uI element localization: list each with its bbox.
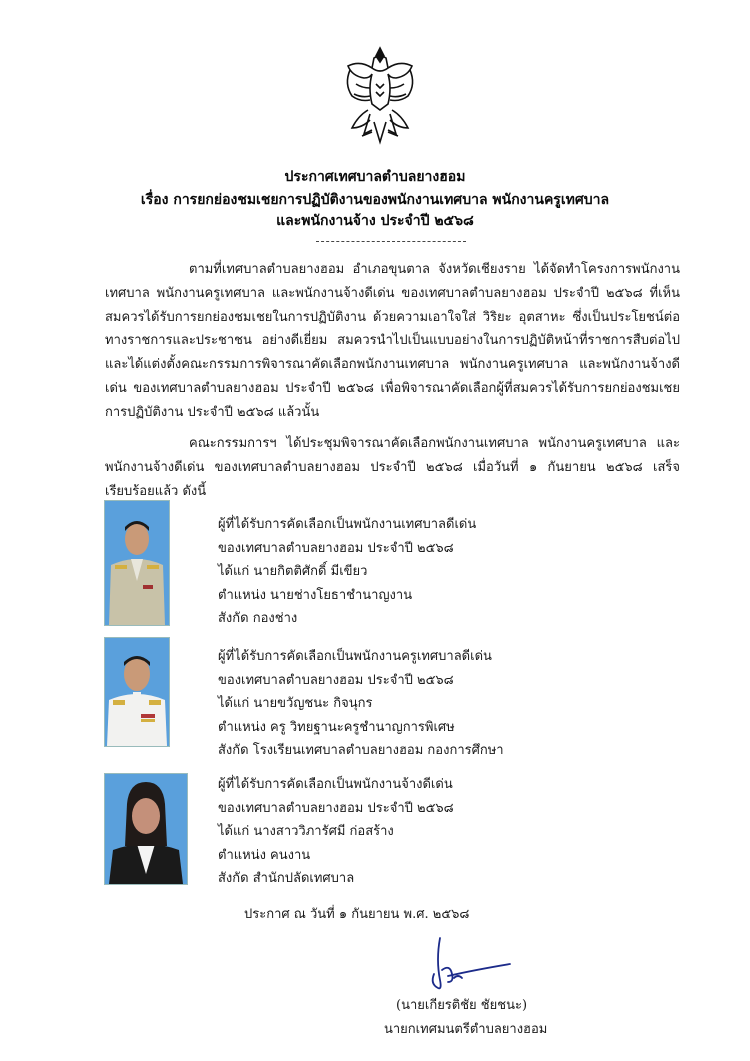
winner-1-position: ตำแหน่ง นายช่างโยธาชำนาญงาน bbox=[218, 587, 413, 603]
signer-name: (นายเกียรติชัย ชัยชนะ) bbox=[396, 998, 528, 1013]
winner-1-division: สังกัด กองช่าง bbox=[218, 611, 298, 626]
winner-2-name: ได้แก่ นายขวัญชนะ กิจนุกร bbox=[218, 696, 373, 711]
body-paragraph-2: คณะกรรมการฯ ได้ประชุมพิจารณาคัดเลือกพนักงานเทศบาล พนักงานครูเทศบาล และพนักงานจ้างดีเด่น ของเทศบาลตำบลยางฮอม ประจำปี ๒๕๖๘ เมื่อวันที่ ๑ กันยายน ๒๕๖๘ เสร็จเรียบร้อยแล้ว ดังนี้ bbox=[105, 436, 680, 499]
title-divider bbox=[316, 241, 466, 242]
announcement-subject-cont: และพนักงานจ้าง ประจำปี ๒๕๖๘ bbox=[276, 213, 474, 229]
winner-3-name: ได้แก่ นางสาววิภารัศมี ก่อสร้าง bbox=[218, 824, 394, 839]
winner-2-heading: ผู้ที่ได้รับการคัดเลือกเป็นพนักงานครูเทศบาลดีเด่น bbox=[218, 649, 492, 664]
announce-date: ประกาศ ณ วันที่ ๑ กันยายน พ.ศ. ๒๕๖๘ bbox=[244, 907, 470, 922]
signer-position: นายกเทศมนตรีตำบลยางฮอม bbox=[384, 1022, 548, 1037]
winner-3 bbox=[218, 773, 454, 891]
garuda-emblem-icon bbox=[340, 44, 420, 148]
winner-photo-2 bbox=[104, 637, 170, 747]
winner-2-position: ตำแหน่ง ครู วิทยฐานะครูชำนาญการพิเศษ bbox=[218, 719, 455, 735]
winner-1-org: ของเทศบาลตำบลยางฮอม ประจำปี ๒๕๖๘ bbox=[218, 540, 454, 556]
winner-1-heading: ผู้ที่ได้รับการคัดเลือกเป็นพนักงานเทศบาลดีเด่น bbox=[218, 517, 477, 532]
winner-photo-3 bbox=[104, 773, 188, 885]
announcement-subject: เรื่อง การยกย่องชมเชยการปฏิบัติงานของพนักงานเทศบาล พนักงานครูเทศบาล bbox=[140, 192, 610, 208]
body-paragraph-1: ตามที่เทศบาลตำบลยางฮอม อำเภอขุนตาล จังหวัดเชียงราย ได้จัดทำโครงการพนักงานเทศบาล พนักงานครูเทศบาล และพนักงานจ้างดีเด่น ของเทศบาลตำบลยางฮอม ประจำปี ๒๕๖๘ ที่เห็นสมควรได้รับการยกย่องชมเชยในการปฏิบัติงาน ด้วยความเอาใจใส่ วิริยะ อุตสาหะ ซึ่งเป็นประโยชน์ต่อทางราชการและประชาชน อย่างดีเยี่ยม สมควรนำไปเป็นแบบอย่างในการปฏิบัติหน้าที่ราชการสืบต่อไป และได้แต่งตั้งคณะกรรมการพิจารณาคัดเลือกพนักงานเทศบาล พนักงานครูเทศบาล และพนักงานจ้างดีเด่น ของเทศบาลตำบลยางฮอม ประจำปี ๒๕๖๘ เพื่อพิจารณาคัดเลือกผู้ที่สมควรได้รับการยกย่องชมเชยการปฏิบัติงาน ประจำปี ๒๕๖๘ แล้วนั้น bbox=[105, 262, 680, 420]
winner-photo-1 bbox=[104, 500, 170, 626]
winner-3-org: ของเทศบาลตำบลยางฮอม ประจำปี ๒๕๖๘ bbox=[218, 800, 454, 816]
winner-1-name: ได้แก่ นายกิตติศักดิ์ มีเขียว bbox=[218, 564, 368, 579]
winner-2 bbox=[218, 645, 504, 763]
winner-2-division: สังกัด โรงเรียนเทศบาลตำบลยางฮอม กองการศึกษา bbox=[218, 743, 504, 758]
signature-icon bbox=[410, 930, 520, 994]
winner-3-division: สังกัด สำนักปลัดเทศบาล bbox=[218, 871, 355, 886]
winner-2-org: ของเทศบาลตำบลยางฮอม ประจำปี ๒๕๖๘ bbox=[218, 672, 454, 688]
announcement-title: ประกาศเทศบาลตำบลยางฮอม bbox=[284, 169, 466, 185]
winner-3-heading: ผู้ที่ได้รับการคัดเลือกเป็นพนักงานจ้างดีเด่น bbox=[218, 777, 453, 792]
winner-3-position: ตำแหน่ง คนงาน bbox=[218, 847, 311, 863]
winner-1 bbox=[218, 513, 476, 631]
